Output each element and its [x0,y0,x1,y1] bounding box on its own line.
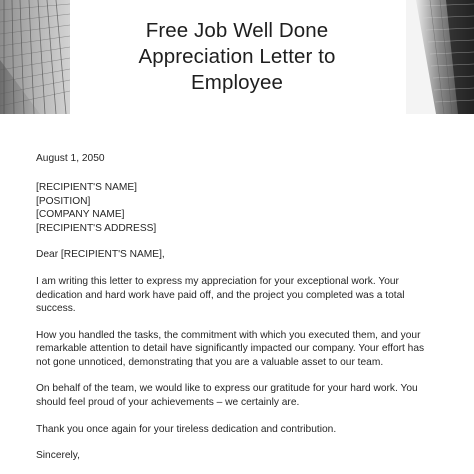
header [0,0,474,114]
letter-date: August 1, 2050 [36,153,105,164]
building-facade-photo [0,0,70,114]
salutation: Dear [RECIPIENT'S NAME], [36,249,165,261]
letter-body [36,152,440,474]
title-line-2: Appreciation Letter to [138,45,336,68]
recipient-position: [POSITION] [36,195,91,207]
paragraph-4: Thank you once again for your tireless dedication and contribution. [36,423,337,435]
closing: Sincerely, [36,450,80,462]
document-title [70,18,404,96]
recipient-address: [RECIPIENT'S ADDRESS] [36,222,157,234]
title-line-1: Free Job Well Done [145,19,329,42]
paragraph-3: On behalf of the team, we would like to express our gratitude for your hard work. You should feel proud of your achievements – we certainly are. [36,383,418,408]
paragraph-2: How you handled the tasks, the commitment with which you executed them, and your remarkable attention to detail have significantly impacted our company. Your effort has not gone unnoticed, demonstrating that you are a valuable asset to our team. [36,329,425,368]
recipient-name: [RECIPIENT'S NAME] [36,182,138,194]
skyscraper-photo [406,0,474,114]
recipient-company: [COMPANY NAME] [36,209,125,221]
title-line-3: Employee [191,71,283,94]
recipient-block [36,181,440,235]
paragraph-1: I am writing this letter to express my appreciation for your exceptional work. Your dedication and hard work have paid off, and the project you completed was a total success. [36,276,405,315]
